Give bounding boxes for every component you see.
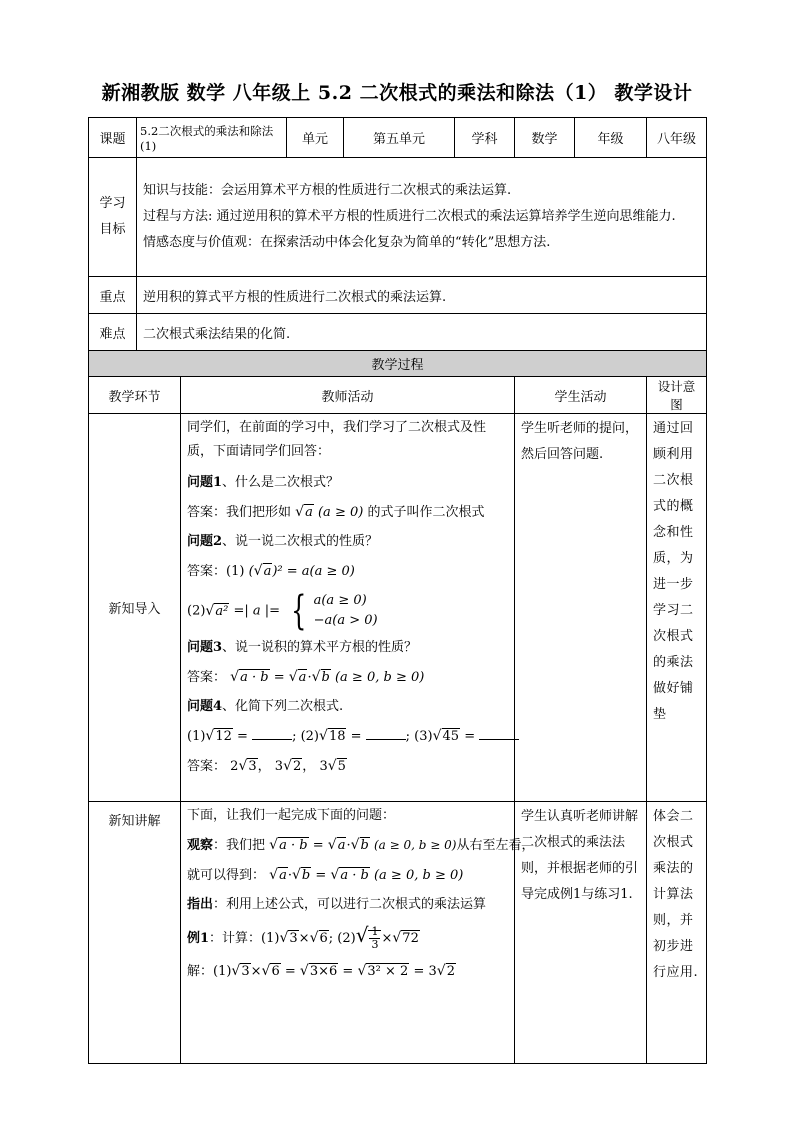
lecture-intro: 下面，让我们一起完成下面的问题： (187, 808, 396, 823)
col-stage: 教学环节 (89, 377, 181, 414)
unit-label: 单元 (287, 118, 344, 158)
radical: √3² × 2 (357, 963, 409, 979)
radical: √ $\frac{1}{3}$ (356, 925, 382, 951)
page-title: 新湘教版 数学 八年级上 5.2 二次根式的乘法和除法（1） 教学设计 (101, 82, 693, 104)
student-activity-intro: 学生听老师的提问，然后回答问题. (515, 414, 647, 802)
question-2: 问题2、说一说二次根式的性质？ (187, 534, 379, 549)
key-point-row (89, 277, 707, 314)
radical: √45 (432, 728, 460, 744)
goal-knowledge: 知识与技能：会运用算术平方根的性质进行二次根式的乘法运算. (143, 183, 512, 198)
radical: √a (327, 837, 346, 853)
unit-value: 第五单元 (344, 118, 455, 158)
process-title-row (89, 351, 707, 377)
question-3: 问题3、说一说积的算术平方根的性质？ (187, 640, 418, 655)
design-intent-lecture: 体会二次根式乘法的计算法则，并初步进行应用. (647, 802, 707, 1064)
solution-1: 解：(1)√3×√6 = √3×6 = √3² × 2 = 3√2 (187, 961, 508, 982)
radical: √3 (238, 758, 257, 774)
radical: √a · b (330, 867, 369, 883)
derived-formula: 就可以得到： √a·√b = √a · b (a ≥ 0, b ≥ 0) (187, 865, 508, 886)
grade-label: 年级 (575, 118, 647, 158)
difficulty-label: 难点 (89, 314, 137, 351)
goal-process: 过程与方法: 通过逆用积的算术平方根的性质进行二次根式的乘法运算培养学生逆向思维能力. (143, 209, 676, 224)
answer-4: 答案： 2√3， 3√2， 3√5 (187, 756, 508, 777)
radical: √a (288, 669, 307, 685)
point-out: 指出：利用上述公式，可以进行二次根式的乘法运算 (187, 897, 487, 912)
difficulty-row (89, 314, 707, 351)
radical: √a² (205, 602, 229, 619)
example-1: 例1：计算：(1)√3×√6; (2)√ $\frac{1}{3}$ ×√72 (187, 923, 419, 951)
radical: √5 (327, 758, 346, 774)
key-point-text: 逆用积的算式平方根的性质进行二次根式的乘法运算. (137, 277, 707, 314)
radical: √3×6 (299, 963, 338, 979)
answer-1: 答案：我们把形如 √a (a ≥ 0) 的式子叫作二次根式 (187, 502, 508, 523)
radical: √2 (283, 758, 302, 774)
student-activity-lecture: 学生认真听老师讲解二次根式的乘法法则，并根据老师的引导完成例1与练习1. (515, 802, 647, 1064)
radical: √6 (261, 963, 280, 979)
course-label: 课题 (89, 118, 137, 158)
goals-content (137, 158, 707, 277)
col-student: 学生活动 (515, 377, 647, 414)
radical: √3 (279, 930, 298, 946)
goals-label: 学习 目标 (89, 158, 137, 277)
radical: √72 (392, 930, 419, 946)
radical: √b (291, 867, 311, 883)
radical: √a (295, 504, 313, 520)
section-intro-row (89, 414, 707, 802)
course-value: 5.2二次根式的乘法和除法(1) (137, 118, 287, 158)
answer-2-formula-2: (2)√a² =| a |= { a(a ≥ 0) −a(a > 0) (187, 588, 378, 634)
radical: √b (350, 837, 369, 853)
answer-blank[interactable] (479, 727, 519, 740)
goal-attitude: 情感态度与价值观：在探索活动中体会化复杂为简单的“转化”思想方法. (143, 235, 551, 250)
radical: √a (253, 563, 272, 579)
radical: √12 (205, 728, 232, 744)
piecewise-cases: { a(a ≥ 0) −a(a > 0) (291, 588, 378, 634)
header-row (89, 118, 707, 158)
col-intent: 设计意图 (647, 377, 707, 414)
radical: √3 (231, 963, 250, 979)
answer-blank[interactable] (252, 727, 292, 740)
radical: √2 (436, 963, 455, 979)
radical: √a · b (230, 669, 269, 685)
lesson-plan-table (88, 117, 707, 1064)
radical: √6 (309, 930, 328, 946)
col-teacher: 教师活动 (181, 377, 515, 414)
subject-label: 学科 (455, 118, 515, 158)
section-lecture-row (89, 802, 707, 1064)
teacher-activity-intro (181, 414, 515, 802)
radical: √a (269, 867, 287, 883)
question-1: 问题1、什么是二次根式？ (187, 475, 340, 490)
answer-blank[interactable] (366, 727, 406, 740)
stage-intro: 新知导入 (89, 414, 181, 802)
grade-value: 八年级 (647, 118, 707, 158)
column-header-row (89, 377, 707, 414)
teacher-activity-lecture (181, 802, 535, 1064)
exercise-4: (1)√12 = ; (2)√18 = ; (3)√45 = (187, 726, 508, 747)
radical: √b (311, 669, 330, 685)
difficulty-text: 二次根式乘法结果的化简. (137, 314, 707, 351)
design-intent-intro: 通过回顾利用二次根式的概念和性质，为进一步学习二次根式的乘法做好铺垫 (647, 414, 707, 802)
fraction: $\frac{1}{3}$ (371, 925, 379, 951)
radical: √a · b (269, 837, 308, 853)
observe-line: 观察：我们把 √a · b = √a·√b (a ≥ 0, b ≥ 0)从右至左看， (187, 835, 508, 856)
process-title: 教学过程 (89, 351, 707, 377)
radical: √18 (319, 728, 346, 744)
stage-lecture: 新知讲解 (89, 802, 181, 1064)
question-4: 问题4、化简下列二次根式. (187, 699, 344, 714)
intro-text: 同学们，在前面的学习中，我们学习了二次根式及性质，下面请同学们回答： (187, 420, 487, 459)
answer-2-formula-1: 答案：(1) (√a)² = a(a ≥ 0) (187, 561, 508, 582)
subject-value: 数学 (515, 118, 575, 158)
key-point-label: 重点 (89, 277, 137, 314)
goals-row (89, 158, 707, 277)
answer-3: 答案： √a · b = √a·√b (a ≥ 0, b ≥ 0) (187, 667, 508, 688)
